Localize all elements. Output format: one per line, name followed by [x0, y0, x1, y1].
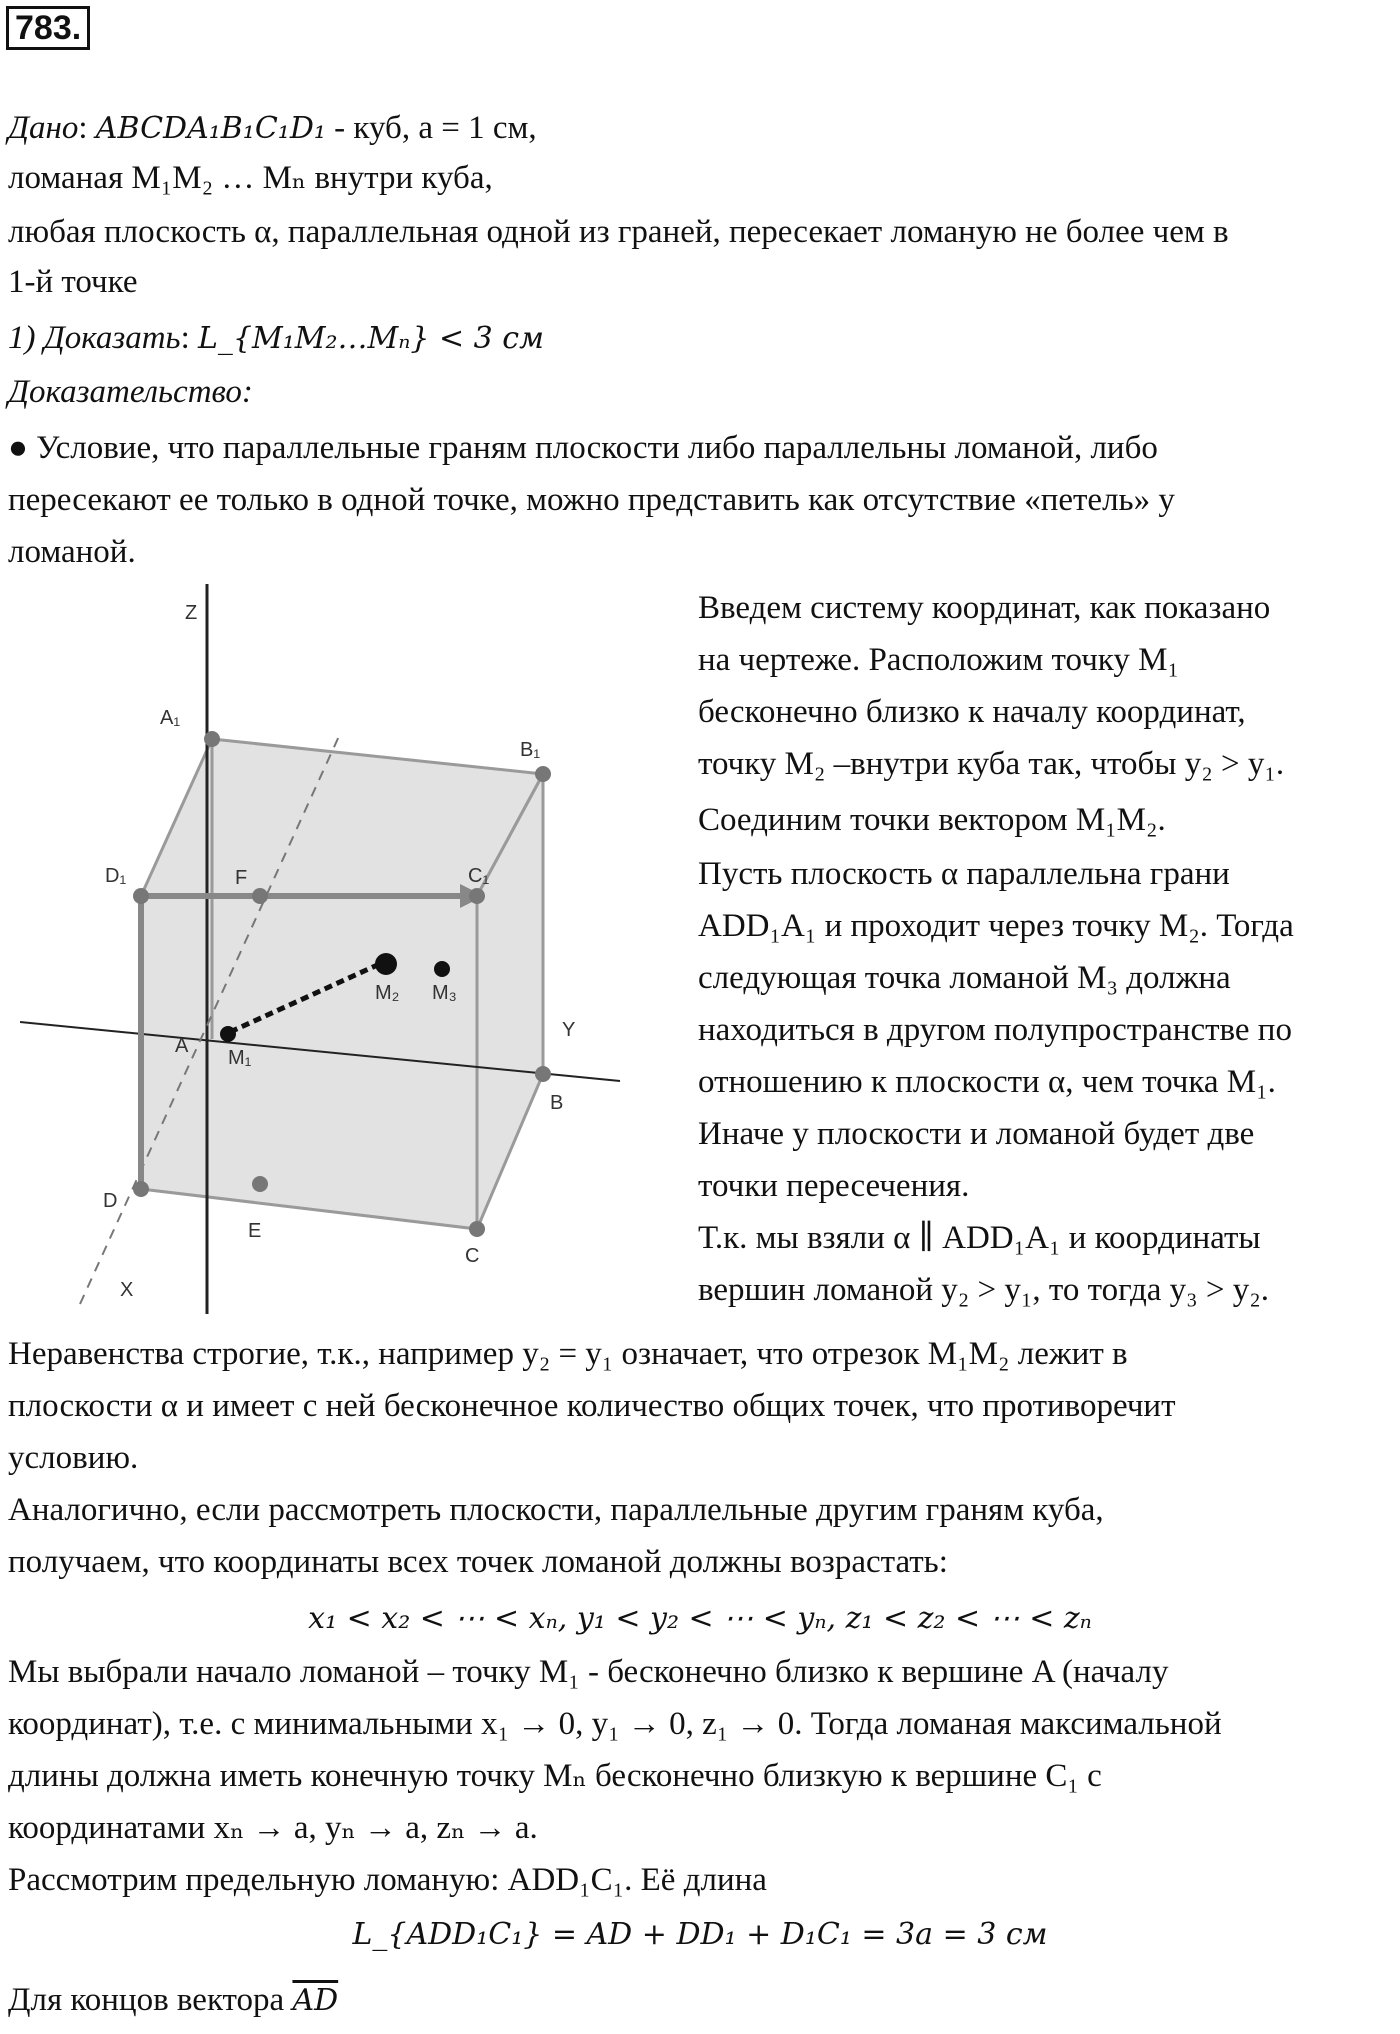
length-formula-text: L_{ADD₁C₁} = AD + DD₁ + D₁C₁ = 3a = 3 см: [352, 1917, 1048, 1952]
rc-line-5: Пусть плоскость α параллельна грани: [698, 856, 1230, 892]
label-a: A: [175, 1035, 189, 1057]
rc-line-9: отношению к плоскости α, чем точка M₁.: [698, 1064, 1276, 1100]
rc-line-0: Введем систему координат, как показано: [698, 590, 1271, 626]
p1-line-2: ломаной.: [8, 534, 136, 570]
prove-line: 1) Доказать: L_{M₁M₂…Mₙ} < 3 см: [8, 320, 544, 356]
p2-line-3: Аналогично, если рассмотреть плоскости, параллельные другим граням куба,: [8, 1492, 1104, 1528]
label-m1: M₁: [228, 1047, 252, 1069]
p2-line-4: получаем, что координаты всех точек ломаной должны возрастать:: [8, 1544, 948, 1580]
prove-expr: L_{M₁M₂…Mₙ} < 3 см: [198, 321, 544, 356]
p3-line-1: координат), т.е. с минимальными x₁ → 0, y₁ → 0, z₁ → 0. Тогда ломаная максимальной: [8, 1706, 1222, 1742]
rc-line-1: на чертеже. Расположим точку M₁: [698, 642, 1179, 678]
given-line-1: Дано: ABCDA₁B₁C₁D₁ - куб, a = 1 см,: [8, 110, 537, 146]
label-m3: M₃: [432, 982, 457, 1004]
p1-line-1: пересекают ее только в одной точке, можно представить как отсутствие «петель» у: [8, 482, 1175, 518]
rc-line-10: Иначе у плоскости и ломаной будет две: [698, 1116, 1255, 1152]
label-d: D: [103, 1190, 118, 1212]
inequalities: [0, 1598, 1400, 1639]
rc-line-8: находиться в другом полупространстве по: [698, 1012, 1292, 1048]
label-b1: B₁: [520, 739, 541, 761]
rc-line-3: точку M₂ –внутри куба так, чтобы y₂ > y₁.: [698, 746, 1285, 782]
label-z: Z: [185, 602, 198, 624]
proof-label: Доказательство:: [8, 374, 253, 410]
rc-line-4: Соединим точки вектором M₁M₂.: [698, 802, 1166, 838]
label-e: E: [248, 1220, 262, 1242]
p1-line-0: ● Условие, что параллельные граням плоскости либо параллельны ломаной, либо: [8, 430, 1158, 466]
given-cube: ABCDA₁B₁C₁D₁: [95, 111, 326, 146]
given-label: Дано: [8, 110, 79, 146]
last-line-vector: $\overline{AD}$: [292, 1983, 339, 2018]
rc-line-11: точки пересечения.: [698, 1168, 970, 1204]
given-line-4: 1-й точке: [8, 264, 138, 300]
label-m2: M₂: [375, 982, 400, 1004]
cube-figure: [20, 584, 630, 1314]
p3-line-0: Мы выбрали начало ломаной – точку M₁ - бесконечно близко к вершине A (началу: [8, 1654, 1169, 1690]
p2-line-1: плоскости α и имеет с ней бесконечное количество общих точек, что противоречит: [8, 1388, 1176, 1424]
problem-number: 783.: [6, 6, 90, 50]
given-line-3: любая плоскость α, параллельная одной из граней, пересекает ломаную не более чем в: [8, 214, 1229, 250]
rc-line-7: следующая точка ломаной M₃ должна: [698, 960, 1231, 996]
label-c: C: [465, 1245, 480, 1267]
label-b: B: [550, 1092, 564, 1114]
p3-line-3: координатами xₙ → a, yₙ → a, zₙ → a.: [8, 1810, 538, 1846]
p2-line-0: Неравенства строгие, т.к., например y₂ = y₁ означает, что отрезок M₁M₂ лежит в: [8, 1336, 1128, 1372]
rc-line-12: Т.к. мы взяли α ∥ ADD₁A₁ и координаты: [698, 1220, 1261, 1256]
p3-line-2: длины должна иметь конечную точку Mₙ бесконечно близкую к вершине C₁ с: [8, 1758, 1102, 1794]
given-rest: - куб, a = 1 см,: [325, 110, 537, 146]
last-line-text: Для концов вектора: [8, 1982, 293, 2018]
rc-line-2: бесконечно близко к началу координат,: [698, 694, 1246, 730]
length-formula: [0, 1914, 1400, 1955]
label-a1: A₁: [160, 707, 181, 729]
label-f: F: [235, 867, 248, 889]
inequalities-text: x₁ < x₂ < ⋯ < xₙ, y₁ < y₂ < ⋯ < yₙ, z₁ < z₂ < ⋯ < zₙ: [308, 1601, 1092, 1636]
p2-line-2: условию.: [8, 1440, 139, 1476]
label-y: Y: [562, 1019, 576, 1041]
label-d1: D₁: [105, 865, 127, 887]
label-x: X: [120, 1279, 134, 1301]
rc-line-13: вершин ломаной y₂ > y₁, то тогда y₃ > y₂.: [698, 1272, 1270, 1308]
last-line: [8, 1980, 338, 2021]
rc-line-6: ADD₁A₁ и проходит через точку M₂. Тогда: [698, 908, 1294, 944]
given-line-2: ломаная M₁M₂ … Mₙ внутри куба,: [8, 160, 493, 196]
p3-line-4: Рассмотрим предельную ломаную: ADD₁C₁. Её длина: [8, 1862, 767, 1898]
label-c1: C₁: [468, 865, 490, 887]
prove-label: 1) Доказать: [8, 320, 181, 356]
